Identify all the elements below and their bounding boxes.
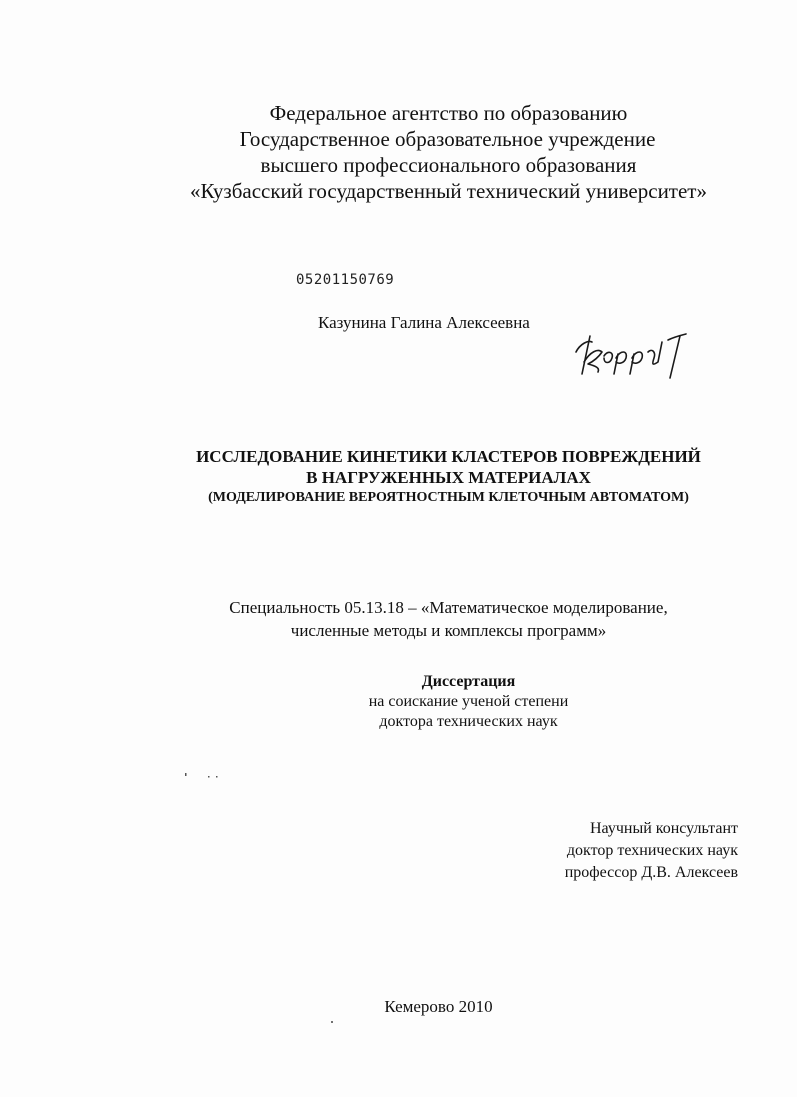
specialty-block [0,596,797,642]
degree-line-3: доктора технических наук [379,713,558,730]
dissertation-title [0,446,797,508]
title-subtitle: (МОДЕЛИРОВАНИЕ ВЕРОЯТНОСТНЫМ КЛЕТОЧНЫМ АВТОМАТОМ) [208,490,689,505]
scan-specks [184,770,224,782]
city-year: Кемерово 2010 [384,997,493,1016]
consultant-line-2: доктор технических наук [566,842,738,859]
degree-block [0,672,797,732]
title-line-2: В НАГРУЖЕННЫХ МАТЕРИАЛАХ [306,468,591,487]
degree-line-2: на соискание ученой степени [368,693,569,710]
institution-header [0,100,797,204]
header-line-4: «Кузбасский государственный технический университет» [189,179,707,203]
consultant-line-3: профессор Д.В. Алексеев [564,864,738,881]
specialty-line-1: Специальность 05.13.18 – «Математическое моделирование, [229,598,668,617]
scan-dot [331,1021,333,1023]
header-line-3: высшего профессионального образования [260,153,637,177]
author-name: Казунина Галина Алексеевна [318,313,530,332]
title-line-1: ИССЛЕДОВАНИЕ КИНЕТИКИ КЛАСТЕРОВ ПОВРЕЖДЕНИЙ [196,447,701,466]
specialty-line-2: численные методы и комплексы программ» [290,621,607,640]
consultant-line-1: Научный консультант [590,820,738,837]
scientific-consultant [520,818,738,884]
header-line-2: Государственное образовательное учреждение [239,127,656,151]
handwritten-signature [568,322,698,382]
degree-heading: Диссертация [421,673,516,690]
header-line-1: Федеральное агентство по образованию [269,101,628,125]
registry-number: 05201150769 [296,272,395,288]
